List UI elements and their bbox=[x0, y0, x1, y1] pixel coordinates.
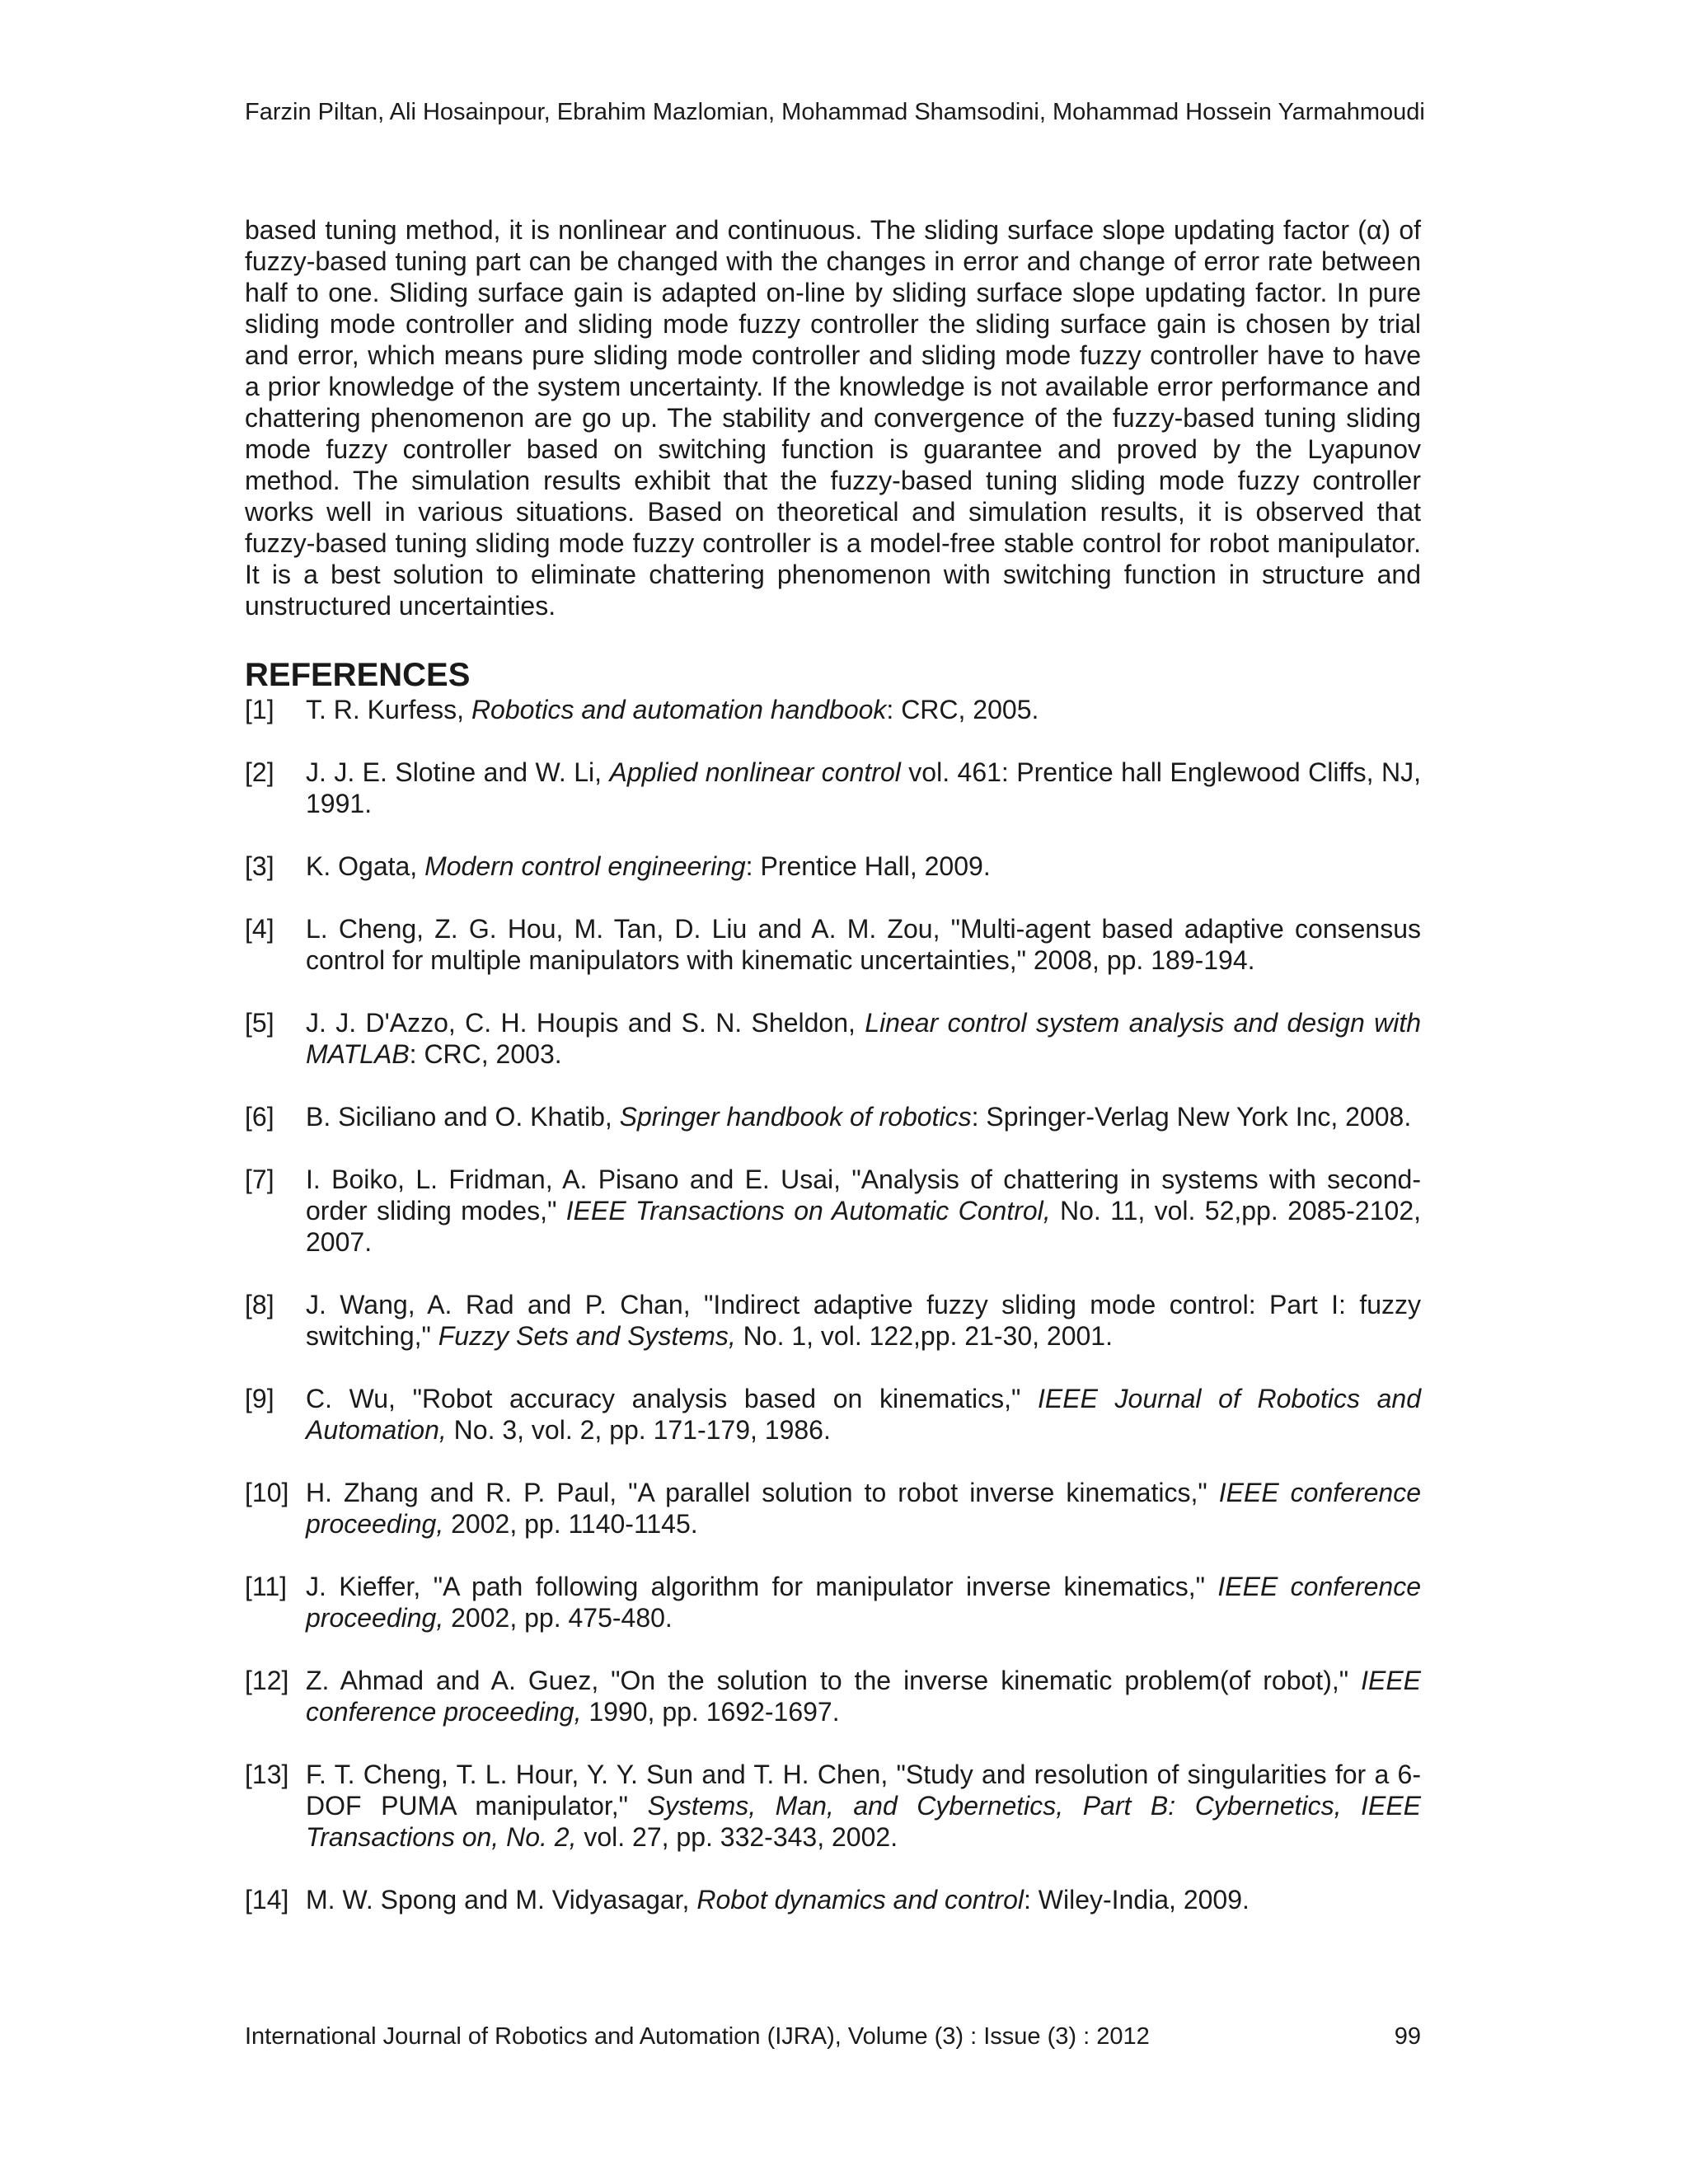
reference-title-italic: IEEE Transactions on Automatic Control, bbox=[565, 1196, 1051, 1226]
reference-item bbox=[245, 851, 1421, 882]
reference-text-plain: H. Zhang and R. P. Paul, "A parallel solution to robot inverse kinematics," bbox=[306, 1478, 1219, 1507]
reference-number: [1] bbox=[245, 695, 274, 724]
reference-number: [4] bbox=[245, 914, 274, 944]
reference-text-plain: : CRC, 2003. bbox=[409, 1039, 562, 1069]
reference-text bbox=[306, 851, 1421, 882]
reference-number: [12] bbox=[245, 1666, 289, 1695]
reference-text bbox=[306, 694, 1421, 725]
reference-text-plain: No. 3, vol. 2, pp. 171-179, 1986. bbox=[446, 1415, 831, 1445]
reference-item bbox=[245, 757, 1428, 819]
running-header-authors: Farzin Piltan, Ali Hosainpour, Ebrahim Mazlomian, Mohammad Shamsodini, Mohammad Hossein Yarmahmoudi bbox=[245, 99, 1425, 125]
reference-text bbox=[306, 1007, 1421, 1070]
reference-item bbox=[245, 1665, 1421, 1727]
reference-item bbox=[245, 1884, 1421, 1915]
reference-item bbox=[245, 1164, 1428, 1258]
references-list bbox=[245, 694, 1428, 1947]
reference-text bbox=[306, 1571, 1421, 1633]
reference-item bbox=[245, 694, 1421, 725]
reference-item bbox=[245, 1571, 1421, 1633]
reference-number: [6] bbox=[245, 1102, 274, 1132]
reference-number: [14] bbox=[245, 1885, 289, 1915]
page-footer bbox=[245, 2022, 1421, 2052]
reference-item bbox=[245, 1007, 1421, 1070]
reference-text-plain: K. Ogata, bbox=[306, 851, 425, 881]
reference-title-italic: Linear control system analysis and design with MATLAB bbox=[306, 1008, 1422, 1069]
reference-text-plain: J. J. E. Slotine and W. Li, bbox=[306, 757, 610, 787]
reference-title-italic: IEEE Journal of Robotics and Automation, bbox=[306, 1384, 1421, 1445]
reference-text-plain: J. Kieffer, "A path following algorithm for manipulator inverse kinematics," bbox=[306, 1572, 1218, 1601]
reference-number: [3] bbox=[245, 851, 274, 881]
references-heading: REFERENCES bbox=[245, 657, 471, 693]
reference-text-plain: : Prentice Hall, 2009. bbox=[745, 851, 991, 881]
reference-text-plain: T. R. Kurfess, bbox=[306, 695, 471, 724]
reference-text bbox=[306, 913, 1428, 976]
body-paragraph: based tuning method, it is nonlinear and continuous. The sliding surface slope updating factor (α) of fuzzy-based tuning part can be changed with the changes in error and change of error rate between half to one. Sliding surface gain is adapted on-line by sliding surface slope updating factor. In pure sliding mode controller and sliding mode fuzzy controller the sliding surface gain is chosen by trial and error, which means pure sliding mode controller and sliding mode fuzzy controller have to have a prior knowledge of the system uncertainty. If the knowledge is not available error performance and chattering phenomenon are go up. The stability and convergence of the fuzzy-based tuning sliding mode fuzzy controller based on switching function is guarantee and proved by the Lyapunov method. The simulation results exhibit that the fuzzy-based tuning sliding mode fuzzy controller works well in various situations. Based on theoretical and simulation results, it is observed that fuzzy-based tuning sliding mode fuzzy controller is a model-free stable control for robot manipulator. It is a best solution to eliminate chattering phenomenon with switching function in structure and unstructured uncertainties. bbox=[245, 215, 1421, 621]
reference-text-plain: I. Boiko, L. Fridman, A. Pisano and E. Usai, "Analysis of chattering in systems with second-order sliding modes," bbox=[306, 1165, 1421, 1226]
reference-number: [9] bbox=[245, 1384, 274, 1413]
footer-journal: International Journal of Robotics and Automation (IJRA), Volume (3) : Issue (3) : 2012 bbox=[245, 2023, 1150, 2050]
reference-number: [10] bbox=[245, 1478, 289, 1507]
reference-text-plain: B. Siciliano and O. Khatib, bbox=[306, 1102, 620, 1132]
reference-item bbox=[245, 1759, 1421, 1853]
reference-text bbox=[306, 757, 1428, 819]
reference-title-italic: Springer handbook of robotics bbox=[619, 1102, 972, 1132]
reference-text-plain: 2002, pp. 1140-1145. bbox=[443, 1509, 698, 1539]
reference-text-plain: 1990, pp. 1692-1697. bbox=[581, 1697, 840, 1727]
reference-item bbox=[245, 1289, 1428, 1352]
reference-text-plain: J. Wang, A. Rad and P. Chan, "Indirect adaptive fuzzy sliding mode control: Part I: fuzzy switching," bbox=[306, 1290, 1428, 1351]
reference-title-italic: IEEE conference proceeding, bbox=[306, 1666, 1421, 1727]
reference-text-plain: L. Cheng, Z. G. Hou, M. Tan, D. Liu and A. M. Zou, "Multi-agent based adaptive consensus control for multiple manipulators with kinematic uncertainties," 2008, pp. 189-194. bbox=[306, 914, 1428, 975]
reference-number: [11] bbox=[245, 1572, 287, 1601]
reference-text bbox=[306, 1101, 1421, 1132]
reference-text bbox=[306, 1383, 1421, 1446]
reference-item bbox=[245, 1383, 1421, 1446]
reference-item bbox=[245, 1477, 1421, 1540]
reference-number: [13] bbox=[245, 1760, 289, 1789]
reference-text bbox=[306, 1665, 1421, 1727]
reference-number: [7] bbox=[245, 1165, 274, 1194]
reference-text bbox=[306, 1884, 1421, 1915]
reference-text-plain: : Springer-Verlag New York Inc, 2008. bbox=[971, 1102, 1412, 1132]
page-number: 99 bbox=[1394, 2023, 1421, 2050]
reference-text bbox=[306, 1164, 1428, 1258]
reference-text bbox=[306, 1477, 1421, 1540]
reference-title-italic: Modern control engineering bbox=[424, 851, 746, 881]
reference-title-italic: Fuzzy Sets and Systems, bbox=[438, 1321, 736, 1351]
reference-number: [2] bbox=[245, 757, 274, 787]
reference-text-plain: Z. Ahmad and A. Guez, "On the solution to the inverse kinematic problem(of robot)," bbox=[306, 1666, 1362, 1695]
reference-text-plain: C. Wu, "Robot accuracy analysis based on kinematics," bbox=[306, 1384, 1038, 1413]
reference-text-plain: 2002, pp. 475-480. bbox=[443, 1603, 673, 1633]
reference-text-plain: M. W. Spong and M. Vidyasagar, bbox=[306, 1885, 697, 1915]
reference-item bbox=[245, 1101, 1421, 1132]
reference-title-italic: Robotics and automation handbook bbox=[471, 695, 887, 724]
reference-text-plain: No. 11, vol. 52,pp. 2085-2102, 2007. bbox=[306, 1196, 1428, 1257]
reference-item bbox=[245, 913, 1428, 976]
reference-text bbox=[306, 1289, 1428, 1352]
reference-text-plain: vol. 27, pp. 332-343, 2002. bbox=[576, 1822, 898, 1852]
reference-text-plain: : Wiley-India, 2009. bbox=[1023, 1885, 1250, 1915]
reference-text-plain: : CRC, 2005. bbox=[886, 695, 1039, 724]
reference-title-italic: Robot dynamics and control bbox=[696, 1885, 1024, 1915]
reference-title-italic: IEEE conference proceeding, bbox=[306, 1478, 1422, 1539]
reference-title-italic: IEEE conference proceeding, bbox=[306, 1572, 1422, 1633]
reference-text-plain: J. J. D'Azzo, C. H. Houpis and S. N. Sheldon, bbox=[306, 1008, 865, 1038]
reference-title-italic: Systems, Man, and Cybernetics, Part B: Cybernetics, IEEE Transactions on, No. 2, bbox=[306, 1791, 1422, 1852]
reference-text bbox=[306, 1759, 1421, 1853]
reference-number: [5] bbox=[245, 1008, 274, 1038]
reference-number: [8] bbox=[245, 1290, 274, 1319]
reference-text-plain: vol. 461: Prentice hall Englewood Cliffs, NJ, 1991. bbox=[306, 757, 1428, 818]
reference-text-plain: F. T. Cheng, T. L. Hour, Y. Y. Sun and T. H. Chen, "Study and resolution of singularities for a 6-DOF PUMA manipulator," bbox=[306, 1760, 1421, 1821]
reference-text-plain: No. 1, vol. 122,pp. 21-30, 2001. bbox=[735, 1321, 1113, 1351]
reference-title-italic: Applied nonlinear control bbox=[609, 757, 901, 787]
